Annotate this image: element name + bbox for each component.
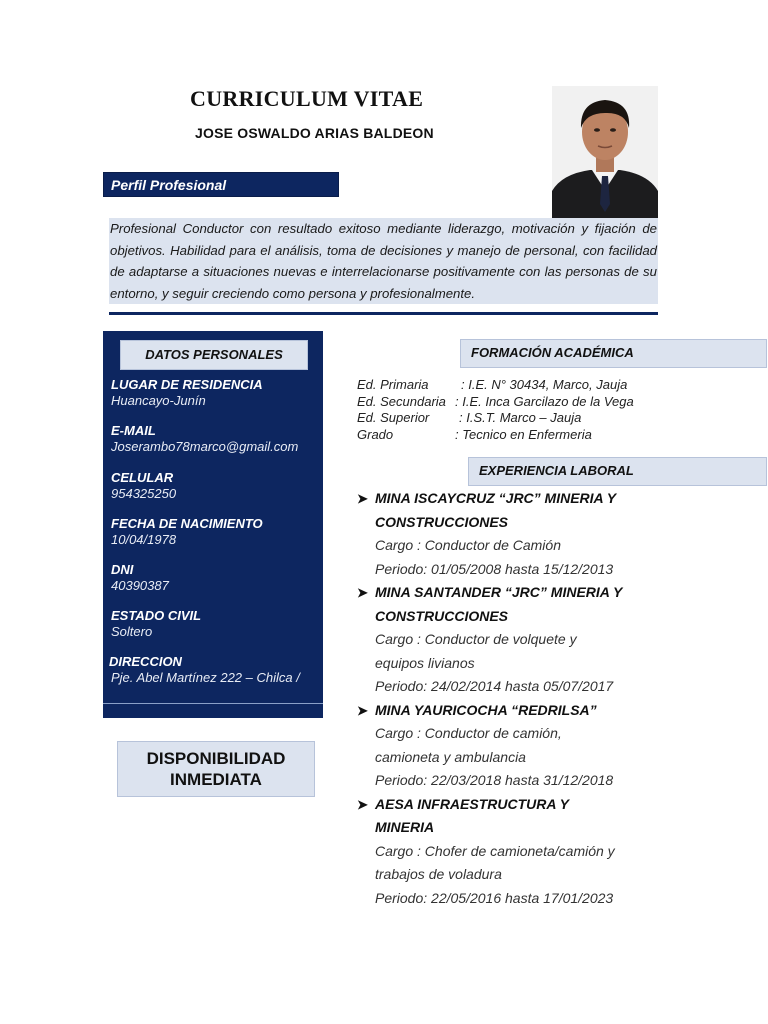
education-row xyxy=(357,427,634,444)
address-field xyxy=(109,654,321,686)
job-role: Cargo : Conductor de volquete y xyxy=(375,631,577,647)
dni-field xyxy=(111,562,321,594)
education-row xyxy=(357,394,634,411)
education-institution: : I.S.T. Marco – Jauja xyxy=(459,410,582,425)
job-role: Cargo : Conductor de camión, xyxy=(375,725,562,741)
field-label: E-MAIL xyxy=(111,423,156,438)
education-institution: : I.E. Inca Garcilazo de la Vega xyxy=(455,393,634,409)
bullet-arrow-icon: ➤ xyxy=(357,702,368,718)
education-level: Ed. Secundaria xyxy=(357,393,446,409)
field-label: DIRECCION xyxy=(109,654,182,669)
job-entry xyxy=(357,793,657,911)
birthdate-field xyxy=(111,516,321,548)
experience-heading: EXPERIENCIA LABORAL xyxy=(468,457,767,486)
education-institution: : Tecnico en Enfermeria xyxy=(455,426,592,442)
field-value: Huancayo-Junín xyxy=(111,393,206,408)
job-period: Periodo: 22/05/2016 hasta 17/01/2023 xyxy=(375,889,614,906)
education-institution: : I.E. N° 30434, Marco, Jauja xyxy=(461,377,628,392)
job-period: Periodo: 24/02/2014 hasta 05/07/2017 xyxy=(375,678,614,694)
residence-field xyxy=(111,377,321,409)
field-label: ESTADO CIVIL xyxy=(111,608,202,623)
section-divider xyxy=(109,312,658,315)
job-company xyxy=(357,793,657,817)
education-list xyxy=(357,377,634,443)
company-name-cont: CONSTRUCCIONES xyxy=(375,607,509,624)
profile-photo-illustration xyxy=(552,86,658,218)
bullet-arrow-icon: ➤ xyxy=(357,585,368,600)
bullet-arrow-icon: ➤ xyxy=(357,796,368,812)
availability-line: DISPONIBILIDAD xyxy=(146,749,286,768)
field-label: FECHA DE NACIMIENTO xyxy=(111,516,263,531)
job-company xyxy=(357,487,657,511)
job-role-cont: trabajos de voladura xyxy=(375,866,502,882)
job-entry xyxy=(357,487,657,581)
candidate-name: JOSE OSWALDO ARIAS BALDEON xyxy=(195,125,434,141)
bullet-arrow-icon: ➤ xyxy=(357,491,368,506)
company-name-cont: CONSTRUCCIONES xyxy=(375,513,509,530)
civil-status-field xyxy=(111,608,321,640)
education-level: Ed. Primaria xyxy=(357,377,429,392)
job-company xyxy=(357,581,657,605)
job-entry xyxy=(357,699,657,793)
field-value: Soltero xyxy=(111,624,153,639)
profile-photo xyxy=(552,86,658,218)
job-role-cont: equipos livianos xyxy=(375,654,475,671)
company-name: MINA YAURICOCHA “REDRILSA” xyxy=(375,701,597,718)
availability-line: INMEDIATA xyxy=(170,770,262,789)
company-name: MINA SANTANDER “JRC” MINERIA Y xyxy=(375,584,623,600)
phone-field xyxy=(111,470,321,502)
job-role-cont: camioneta y ambulancia xyxy=(375,748,526,765)
education-level: Grado xyxy=(357,426,394,442)
company-name-cont: MINERIA xyxy=(375,819,435,835)
experience-list xyxy=(357,487,657,910)
field-value: 954325250 xyxy=(111,486,177,501)
field-value: 10/04/1978 xyxy=(111,532,177,547)
job-company xyxy=(357,699,657,723)
education-row xyxy=(357,410,634,427)
company-name: MINA ISCAYCRUZ “JRC” MINERIA Y xyxy=(375,490,617,506)
document-title: CURRICULUM VITAE xyxy=(190,86,424,111)
job-period: Periodo: 01/05/2008 hasta 15/12/2013 xyxy=(375,560,614,577)
education-level: Ed. Superior xyxy=(357,410,430,425)
panel-divider xyxy=(103,703,323,704)
profile-section-heading: Perfil Profesional xyxy=(103,172,339,197)
education-row xyxy=(357,377,634,394)
availability-box xyxy=(117,741,315,797)
email-field xyxy=(111,423,321,455)
profile-summary: Profesional Conductor con resultado exitoso mediante liderazgo, motivación y fijación de objetivos. Habilidad para el análisis, toma de decisiones y manejo de personal, con facilidad de adaptarse a situaciones nuevas e interrelacionarse positivamente con las personas de su entorno, y seguir creciendo como persona y profesionalmente. xyxy=(109,218,658,304)
company-name: AESA INFRAESTRUCTURA Y xyxy=(375,795,569,812)
job-role: Cargo : Chofer de camioneta/camión y xyxy=(375,842,615,859)
field-label: CELULAR xyxy=(111,470,174,485)
education-heading: FORMACIÓN ACADÉMICA xyxy=(460,339,767,368)
field-label: LUGAR DE RESIDENCIA xyxy=(111,377,263,392)
field-label: DNI xyxy=(111,562,134,577)
field-value: Pje. Abel Martínez 222 – Chilca / xyxy=(111,670,300,685)
personal-data-heading: DATOS PERSONALES xyxy=(120,340,308,370)
field-value: 40390387 xyxy=(111,578,169,593)
job-entry xyxy=(357,581,657,699)
job-role: Cargo : Conductor de Camión xyxy=(375,537,561,553)
email-value[interactable]: Joserambo78marco@gmail.com xyxy=(111,439,299,454)
job-period: Periodo: 22/03/2018 hasta 31/12/2018 xyxy=(375,772,614,788)
